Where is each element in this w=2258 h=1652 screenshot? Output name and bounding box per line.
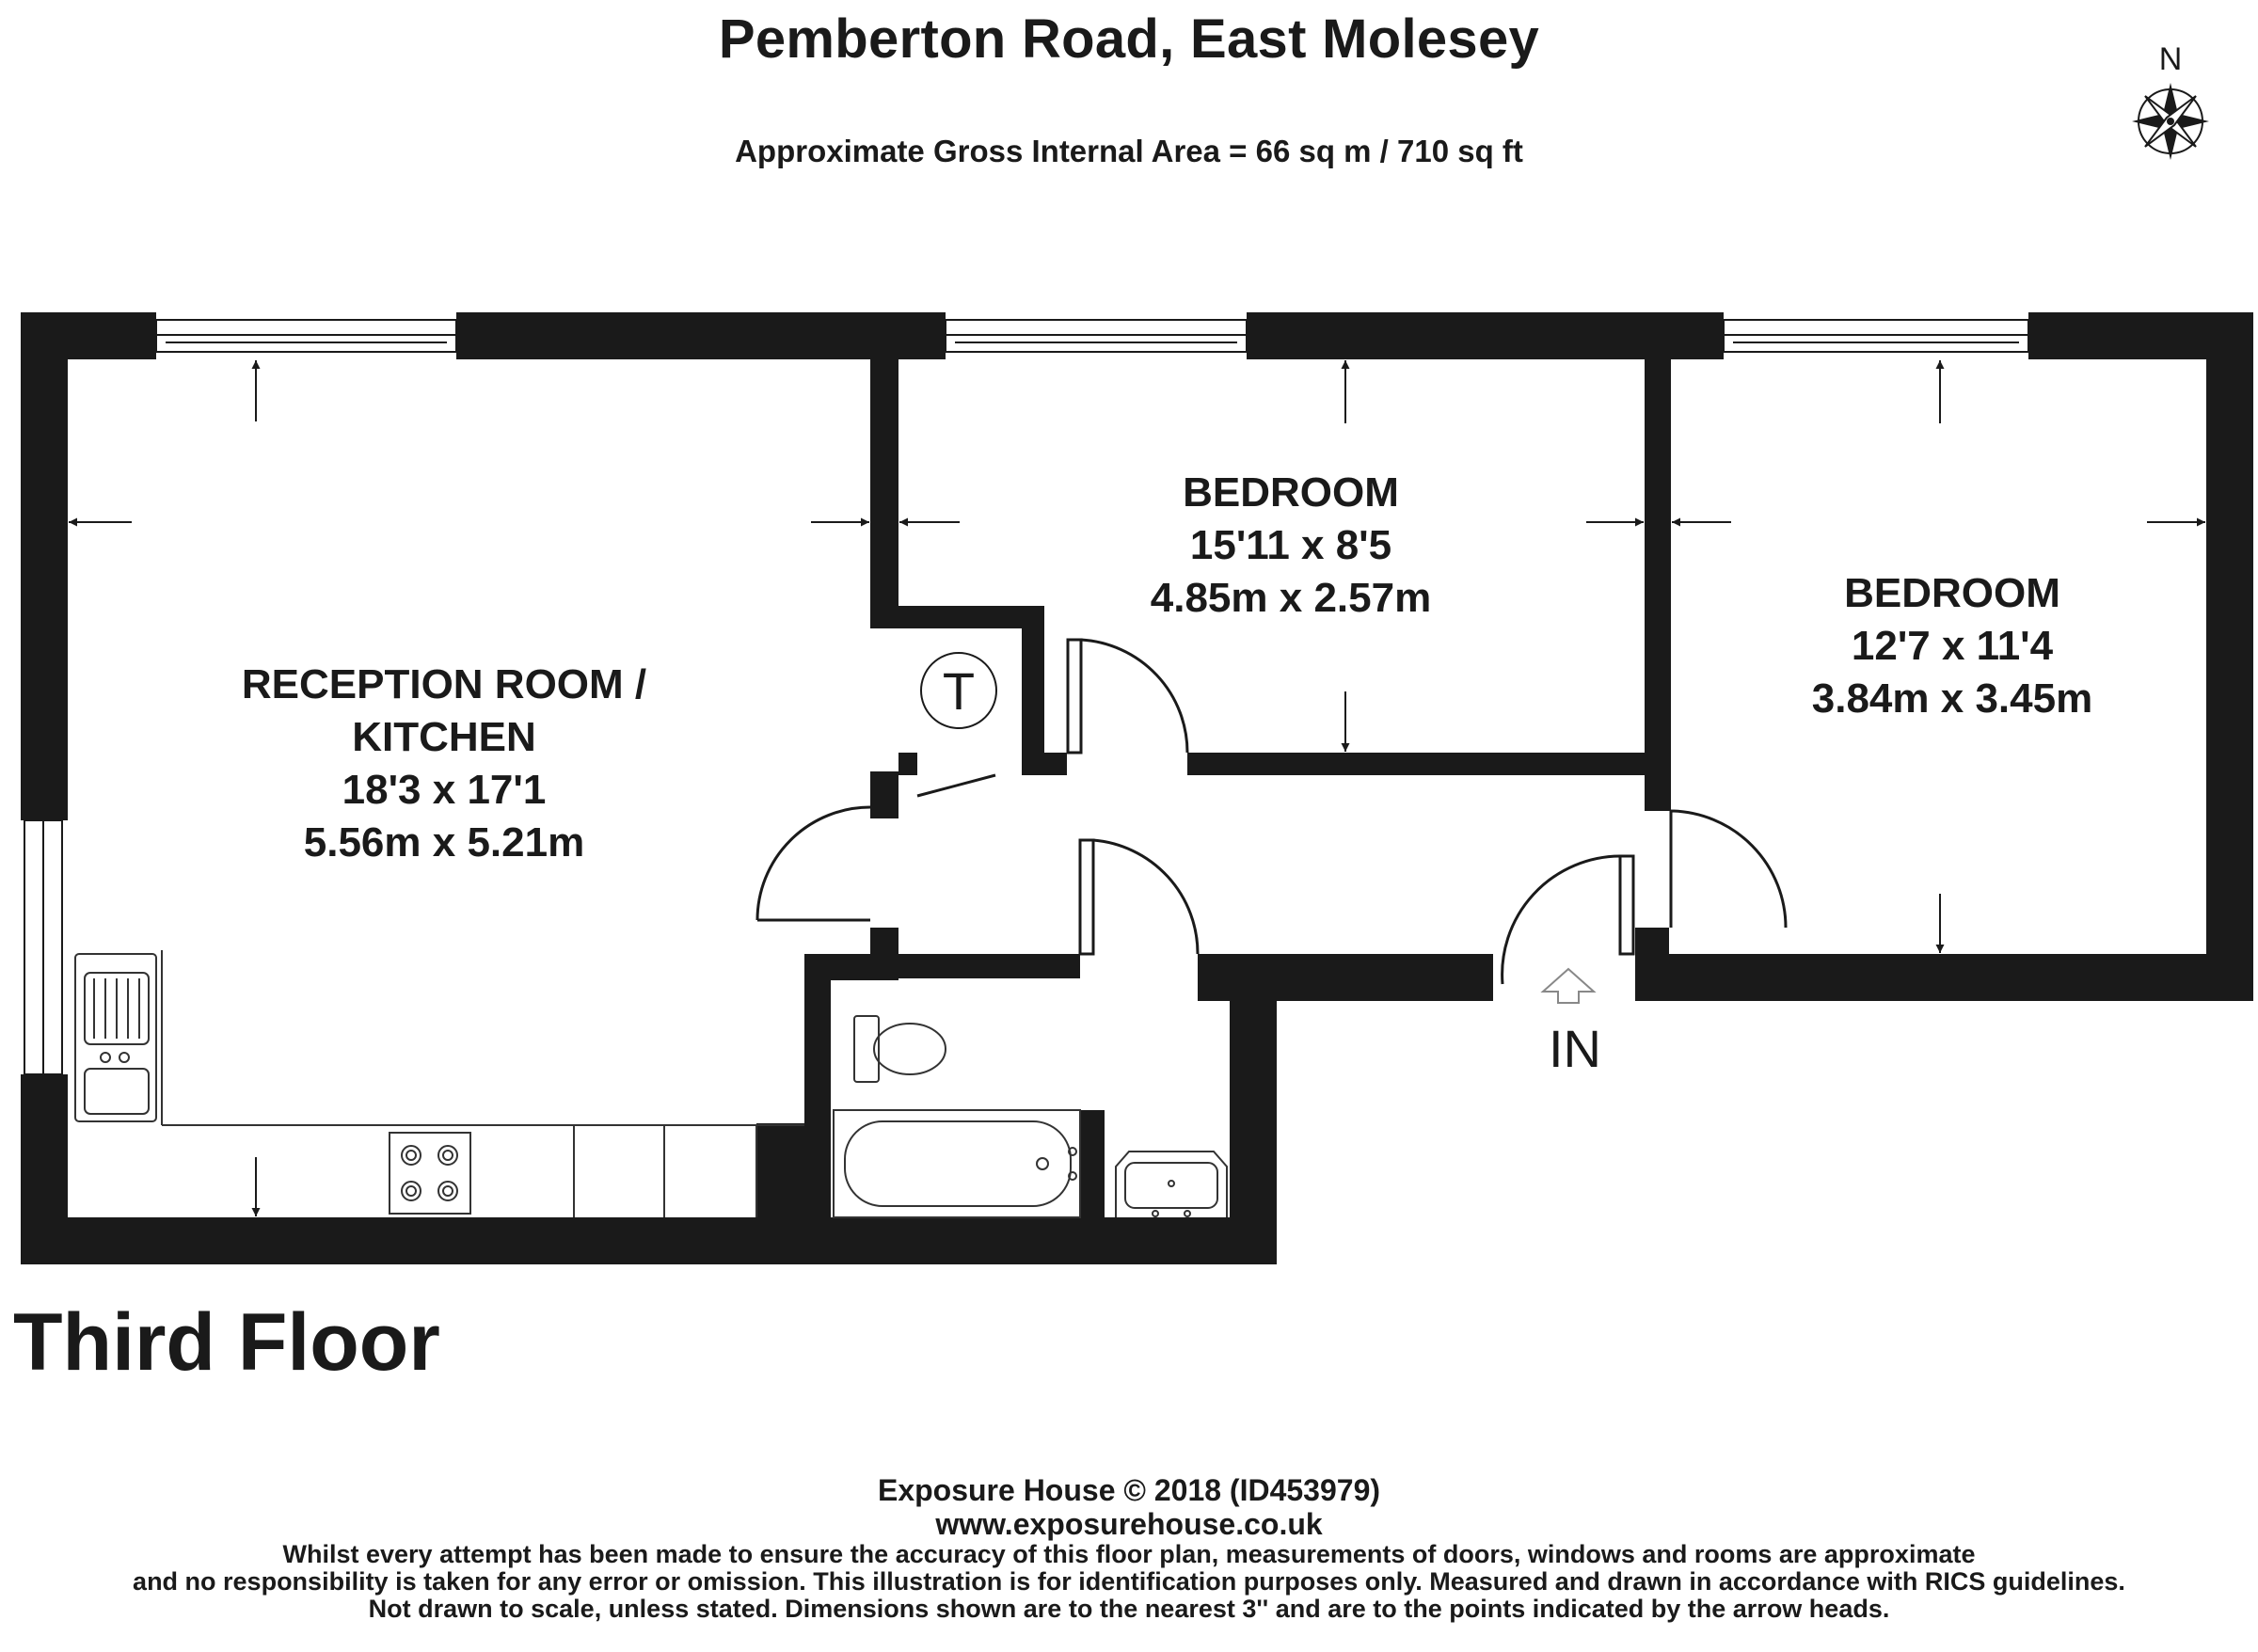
kitchen-units [162,950,804,1217]
room-reception-kitchen [242,661,646,866]
entrance-label: IN [1549,1019,1601,1078]
window-bedroom2 [1724,320,2028,352]
footer-website: www.exposurehouse.co.uk [935,1507,1323,1541]
basin-icon [1116,1152,1227,1217]
hob-icon [390,1133,470,1214]
bedroom1-metric: 4.85m x 2.57m [1150,575,1432,621]
window-reception-side [24,820,62,1074]
cupboard-tank-icon [921,653,996,728]
door-entrance [1503,856,1633,984]
reception-imperial: 18'3 x 17'1 [342,767,547,813]
sink-icon [75,954,156,1121]
room-bedroom-2 [1812,570,2092,722]
door-cupboard [917,775,995,796]
bedroom1-name: BEDROOM [1183,469,1399,516]
bedroom1-imperial: 15'11 x 8'5 [1189,522,1392,568]
floor-label: Third Floor [13,1297,440,1388]
doors [757,640,1786,984]
gross-area: Approximate Gross Internal Area = 66 sq m / 710 sq ft [735,134,1523,168]
bedroom2-name: BEDROOM [1844,570,2060,616]
door-bedroom1 [1068,640,1187,753]
door-bedroom2 [1671,811,1786,928]
compass-rose-icon [2132,41,2209,160]
footer-disclaimer-2: and no responsibility is taken for any error or omission. This illustration is for identification purposes only. Measured and drawn in accordance with RICS guidelines. [133,1567,2125,1596]
bedroom2-imperial: 12'7 x 11'4 [1851,623,2054,669]
footer-copyright: Exposure House © 2018 (ID453979) [877,1473,1381,1507]
door-reception [757,807,870,920]
bath-icon [834,1110,1080,1217]
plan-title: Pemberton Road, East Molesey [718,8,1540,70]
reception-metric: 5.56m x 5.21m [303,819,585,866]
bedroom2-metric: 3.84m x 3.45m [1811,675,2093,722]
reception-name-line2: KITCHEN [352,714,536,760]
window-reception [156,320,456,352]
footer-disclaimer-1: Whilst every attempt has been made to ensure the accuracy of this floor plan, measurements of doors, windows and rooms are approximate [282,1540,1976,1568]
compass-north-label: N [2158,41,2183,77]
footer-disclaimer-3: Not drawn to scale, unless stated. Dimensions shown are to the nearest 3'' and are to the points indicated by the arrow heads. [368,1595,1890,1623]
toilet-icon [854,1016,946,1082]
window-bedroom1 [946,320,1247,352]
reception-name-line1: RECEPTION ROOM / [241,661,647,707]
entrance-arrow-icon [1543,969,1594,1003]
room-bedroom-1 [1151,469,1431,621]
cupboard-label: T [942,661,976,721]
door-bathroom [1080,840,1198,954]
footer [0,1473,2258,1623]
